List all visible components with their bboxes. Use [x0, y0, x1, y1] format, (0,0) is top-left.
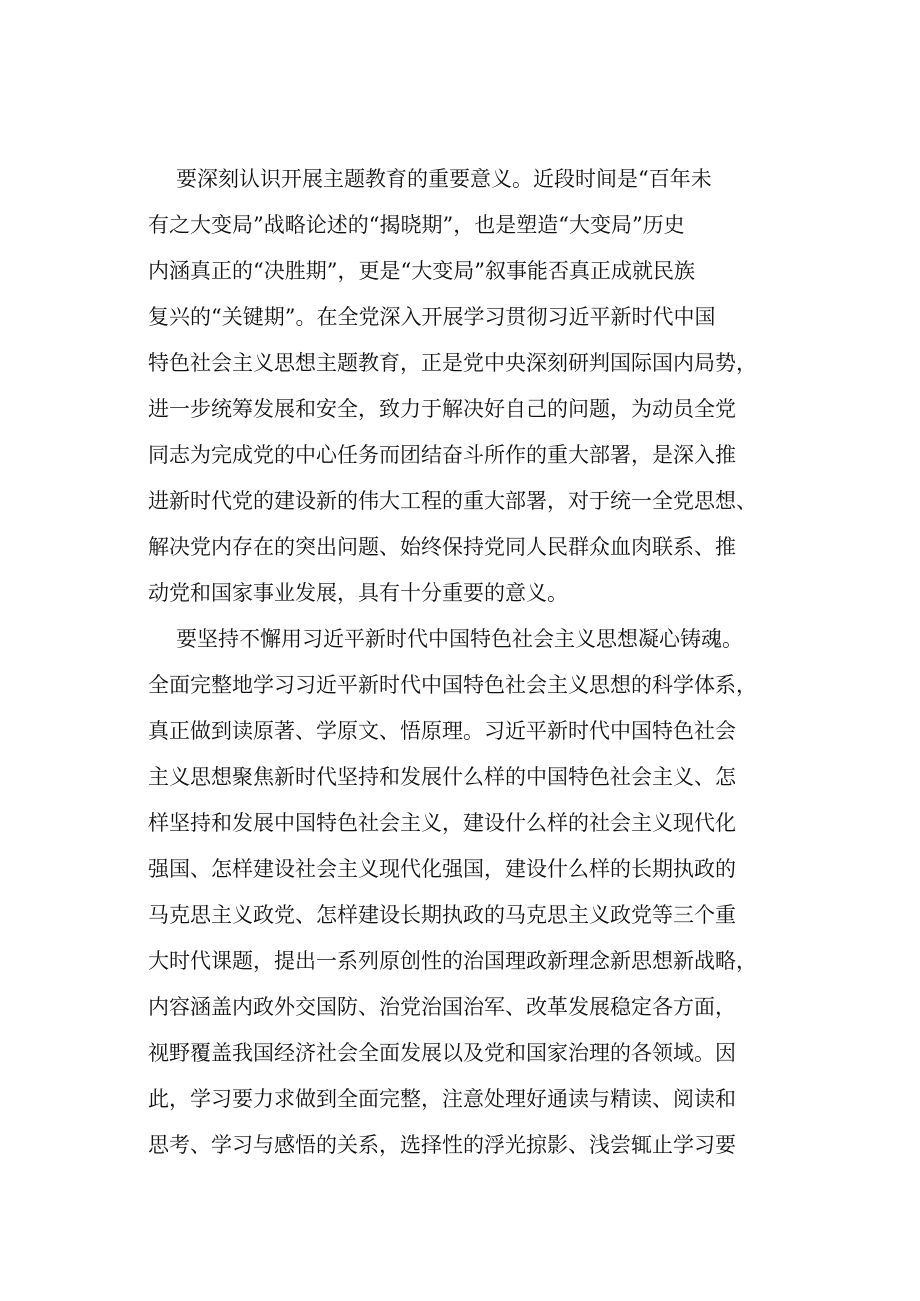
text-line: 要坚持不懈用习近平新时代中国特色社会主义思想凝心铸魂。 [176, 627, 743, 651]
text-line: 此，学习要力求做到全面完整，注意处理好通读与精读、阅读和 [148, 1087, 736, 1111]
text-line: 马克思主义政党、怎样建设长期执政的马克思主义政党等三个重 [148, 903, 736, 927]
text-line: 要深刻认识开展主题教育的重要意义。近段时间是“百年未 [176, 167, 712, 191]
text-line: 大时代课题，提出一系列原创性的治国理政新理念新思想新战略， [148, 949, 757, 973]
text-line: 内容涵盖内政外交国防、治党治国治军、改革发展稳定各方面， [148, 995, 736, 1019]
text-line: 全面完整地学习习近平新时代中国特色社会主义思想的科学体系， [148, 673, 757, 697]
text-line: 动党和国家事业发展，具有十分重要的意义。 [148, 581, 568, 605]
text-line: 样坚持和发展中国特色社会主义，建设什么样的社会主义现代化 [148, 811, 736, 835]
text-line: 特色社会主义思想主题教育，正是党中央深刻研判国际国内局势， [148, 351, 757, 375]
text-line: 强国、怎样建设社会主义现代化强国，建设什么样的长期执政的 [148, 857, 736, 881]
paragraph-study-thought [148, 616, 820, 1168]
text-line: 有之大变局”战略论述的“揭晓期”，也是塑造“大变局”历史 [148, 213, 685, 237]
text-line: 视野覆盖我国经济社会全面发展以及党和国家治理的各领域。因 [148, 1041, 736, 1065]
text-line: 同志为完成党的中心任务而团结奋斗所作的重大部署，是深入推 [148, 443, 736, 467]
text-line: 主义思想聚焦新时代坚持和发展什么样的中国特色社会主义、怎 [148, 765, 736, 789]
text-line: 思考、学习与感悟的关系，选择性的浮光掠影、浅尝辄止学习要 [148, 1133, 736, 1157]
text-line: 解决党内存在的突出问题、始终保持党同人民群众血肉联系、推 [148, 535, 736, 559]
text-line: 进一步统筹发展和安全，致力于解决好自己的问题，为动员全党 [148, 397, 736, 421]
text-line: 复兴的“关键期”。在全党深入开展学习贯彻习近平新时代中国 [148, 305, 716, 329]
text-line: 真正做到读原著、学原文、悟原理。习近平新时代中国特色社会 [148, 719, 736, 743]
text-line: 内涵真正的“决胜期”，更是“大变局”叙事能否真正成就民族 [148, 259, 695, 283]
document-body [148, 156, 820, 1168]
text-line: 进新时代党的建设新的伟大工程的重大部署，对于统一全党思想、 [148, 489, 757, 513]
paragraph-significance [148, 156, 820, 616]
